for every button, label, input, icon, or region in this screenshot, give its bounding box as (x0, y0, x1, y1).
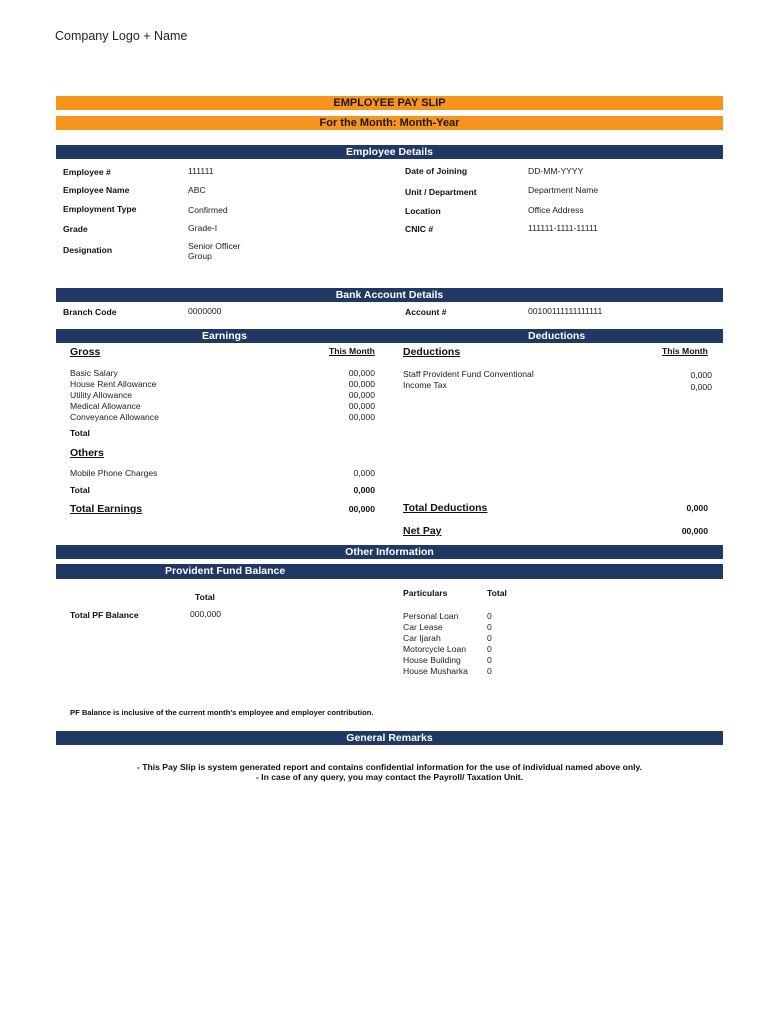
month-title: For the Month: Month-Year (56, 116, 723, 130)
particulars-header: Particulars (403, 588, 448, 598)
total-earnings-value: 00,000 (348, 504, 375, 514)
date-of-joining-label: Date of Joining (405, 166, 468, 176)
pay-slip-title: EMPLOYEE PAY SLIP (56, 96, 723, 110)
earnings-header: Earnings (202, 330, 247, 342)
deductions-subheader: Deductions (403, 346, 461, 358)
remarks-line-1: - This Pay Slip is system generated report and contains confidential information for the use of individual named above only. (136, 762, 643, 772)
earnings-deductions-header (56, 329, 723, 343)
list-item: House Musharka (403, 666, 468, 676)
earnings-amounts (300, 368, 375, 423)
total-deductions-label: Total Deductions (403, 502, 488, 514)
provident-fund-bar (56, 564, 723, 579)
list-item: Conveyance Allowance (70, 412, 159, 422)
employee-name-value: ABC (188, 185, 206, 195)
list-item-amount: 00,000 (348, 390, 375, 400)
list-item-amount: 0,000 (690, 370, 712, 380)
list-item-amount: 00,000 (348, 401, 375, 411)
mobile-phone-charges-value: 0,000 (353, 468, 375, 478)
list-item-value: 0 (487, 644, 492, 654)
list-item: Medical Allowance (70, 401, 141, 411)
list-item: Basic Salary (70, 368, 118, 378)
others-total-label: Total (70, 485, 90, 495)
date-of-joining-value: DD-MM-YYYY (528, 166, 584, 176)
deductions-header: Deductions (528, 330, 586, 342)
list-item: Car Ijarah (403, 633, 441, 643)
bank-details-header: Bank Account Details (56, 288, 723, 302)
list-item: Staff Provident Fund Conventional (403, 369, 534, 379)
general-remarks-header: General Remarks (56, 731, 723, 745)
list-item-value: 0 (487, 611, 492, 621)
list-item: House Building (403, 655, 461, 665)
location-value: Office Address (528, 205, 584, 215)
list-item-amount: 00,000 (348, 412, 375, 422)
list-item: House Rent Allowance (70, 379, 157, 389)
total-earnings-label: Total Earnings (70, 503, 143, 515)
grade-label: Grade (63, 224, 88, 234)
employee-number-label: Employee # (63, 167, 111, 177)
other-information-header: Other Information (56, 545, 723, 559)
deductions-this-month-header: This Month (662, 346, 708, 356)
others-total-value: 0,000 (353, 485, 375, 495)
list-item-value: 0 (487, 622, 492, 632)
list-item: Utility Allowance (70, 390, 133, 400)
pf-balance-note: PF Balance is inclusive of the current month's employee and employer contribution. (70, 708, 374, 717)
earnings-list (70, 368, 159, 423)
net-pay-value: 00,000 (681, 526, 708, 536)
grade-value: Grade-I (188, 223, 218, 233)
earnings-this-month-header: This Month (329, 346, 375, 356)
list-item: Income Tax (403, 380, 447, 390)
branch-code-value: 0000000 (188, 306, 222, 316)
list-item-value: 0 (487, 666, 492, 676)
employee-number-value: 111111 (188, 166, 214, 176)
list-item: Motorcycle Loan (403, 644, 467, 654)
total-pf-balance-value: 000,000 (190, 609, 222, 619)
company-logo-name: Company Logo + Name (55, 29, 188, 43)
account-number-value: 00100111111111111 (528, 306, 603, 316)
deductions-list (403, 369, 534, 391)
list-item-amount: 00,000 (348, 368, 375, 378)
particulars-total-header: Total (487, 588, 507, 598)
list-item-value: 0 (487, 655, 492, 665)
employment-type-label: Employment Type (63, 204, 137, 214)
designation-label: Designation (63, 245, 113, 255)
cnic-value: 111111-1111-11111 (528, 223, 598, 233)
cnic-label: CNIC # (405, 224, 434, 234)
others-header: Others (70, 447, 104, 459)
list-item-value: 0 (487, 633, 492, 643)
gross-total-label: Total (70, 428, 90, 438)
pf-total-header: Total (195, 592, 215, 602)
total-pf-balance-label: Total PF Balance (70, 610, 139, 620)
provident-fund-header: Provident Fund Balance (165, 565, 286, 577)
designation-value: Senior Officer Group (188, 241, 241, 261)
branch-code-label: Branch Code (63, 307, 117, 317)
particulars-values (487, 611, 492, 677)
employee-name-label: Employee Name (63, 185, 130, 195)
account-number-label: Account # (405, 307, 447, 317)
list-item-amount: 0,000 (690, 382, 712, 392)
net-pay-label: Net Pay (403, 525, 442, 537)
list-item-amount: 00,000 (348, 379, 375, 389)
location-label: Location (405, 206, 441, 216)
employee-details-header: Employee Details (56, 145, 723, 159)
list-item: Car Lease (403, 622, 443, 632)
unit-department-label: Unit / Department (405, 187, 477, 197)
deductions-amounts (637, 369, 712, 393)
unit-department-value: Department Name (528, 185, 599, 195)
employment-type-value: Confirmed (188, 205, 228, 215)
mobile-phone-charges-label: Mobile Phone Charges (70, 468, 158, 478)
total-deductions-value: 0,000 (686, 503, 708, 513)
list-item: Personal Loan (403, 611, 459, 621)
particulars-list (403, 611, 468, 677)
remarks-line-2: - In case of any query, you may contact the Payroll/ Taxation Unit. (255, 772, 524, 782)
gross-header: Gross (70, 346, 101, 358)
